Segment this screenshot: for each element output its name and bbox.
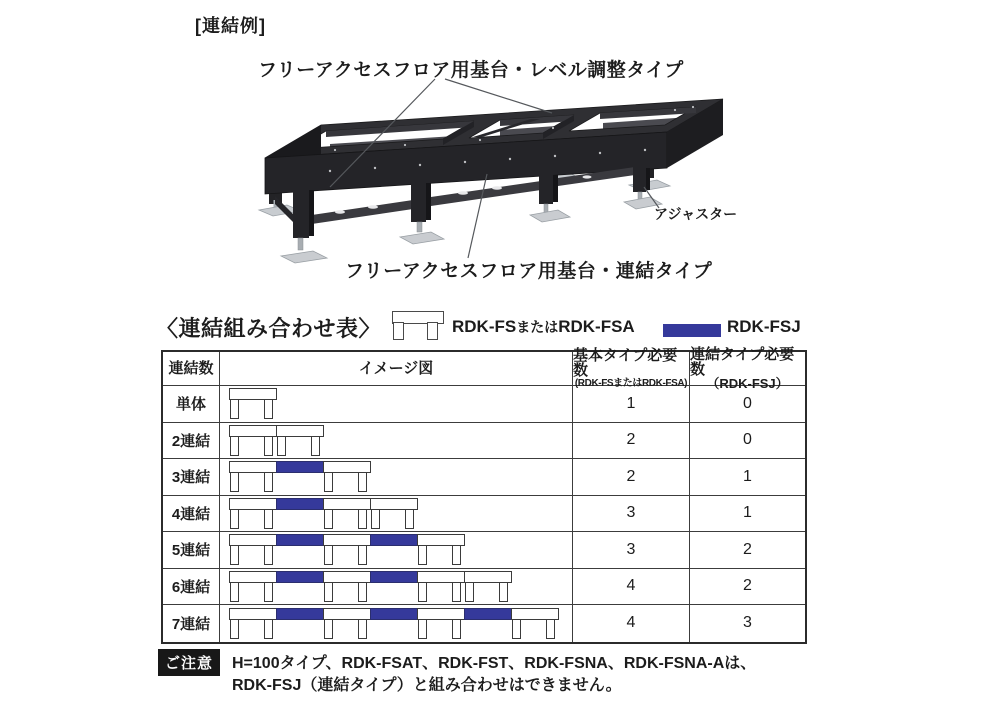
- base-unit: [370, 498, 418, 529]
- adjuster-plate: [530, 210, 570, 222]
- row-base-count: 4: [573, 569, 690, 606]
- row-label: 2連結: [163, 423, 220, 460]
- joint-bar: [276, 608, 324, 620]
- row-pattern: [229, 388, 277, 419]
- base-unit: [323, 571, 371, 602]
- row-label: 7連結: [163, 605, 220, 642]
- row-pattern: [229, 534, 465, 565]
- row-pattern: [229, 461, 371, 492]
- row-base-count: 3: [573, 532, 690, 569]
- joint-bar: [276, 534, 324, 546]
- base-unit: [229, 534, 277, 565]
- base-unit: [323, 534, 371, 565]
- row-image-cell: [220, 459, 573, 496]
- combination-table: [161, 345, 807, 644]
- base-unit: [511, 608, 559, 639]
- example-section-label: [連結例]: [195, 16, 266, 36]
- joint-bar: [370, 608, 418, 620]
- row-label: 6連結: [163, 569, 220, 606]
- row-image-cell: [220, 496, 573, 533]
- row-pattern: [229, 498, 418, 529]
- combination-table-title: 〈連結組み合わせ表〉: [156, 316, 382, 341]
- base-unit: [229, 461, 277, 492]
- front-leg: [281, 188, 327, 263]
- row-pattern: [229, 425, 324, 456]
- row-pattern: [229, 571, 512, 602]
- row-pattern: [229, 608, 559, 639]
- row-label: 3連結: [163, 459, 220, 496]
- base-unit: [417, 608, 465, 639]
- label-level-adjust-type: フリーアクセスフロア用基台・レベル調整タイプ: [258, 60, 684, 81]
- label-adjuster: アジャスター: [654, 206, 738, 222]
- row-joint-count: 1: [690, 459, 805, 496]
- joint-bar: [370, 534, 418, 546]
- front-leg: [400, 181, 444, 244]
- row-base-count: 3: [573, 496, 690, 533]
- row-joint-count: 1: [690, 496, 805, 533]
- legend-base-label: RDK-FSまたはRDK-FSA: [452, 317, 635, 336]
- notice-text-line2: RDK-FSJ（連結タイプ）と組み合わせはできません。: [232, 677, 622, 694]
- col-header-count: 連結数: [163, 352, 220, 386]
- joint-bar: [276, 498, 324, 510]
- joint-bar: [370, 571, 418, 583]
- row-joint-count: 0: [690, 386, 805, 423]
- notice-text-line1: H=100タイプ、RDK-FSAT、RDK-FST、RDK-FSNA、RDK-FSNA-Aは、: [232, 655, 757, 672]
- joint-bar-legend-swatch: [663, 324, 721, 337]
- notice-badge: ご注意: [158, 649, 220, 676]
- base-unit: [464, 571, 512, 602]
- base-unit: [229, 388, 277, 419]
- label-joint-type: フリーアクセスフロア用基台・連結タイプ: [345, 261, 713, 282]
- col-header-image: イメージ図: [220, 352, 573, 386]
- row-base-count: 4: [573, 605, 690, 642]
- row-joint-count: 2: [690, 569, 805, 606]
- joint-bar: [276, 461, 324, 473]
- row-image-cell: [220, 605, 573, 642]
- base-unit: [417, 571, 465, 602]
- joint-bar: [276, 571, 324, 583]
- base-unit: [323, 498, 371, 529]
- base-unit: [417, 534, 465, 565]
- base-unit: [229, 498, 277, 529]
- base-unit-legend-icon: [392, 311, 446, 341]
- row-joint-count: 3: [743, 614, 752, 632]
- row-image-cell: [220, 532, 573, 569]
- row-base-count: 2: [573, 423, 690, 460]
- row-image-cell: [220, 386, 573, 423]
- base-unit: [229, 571, 277, 602]
- adjuster-plate: [281, 251, 327, 263]
- col-header-joint: 連結タイプ必要数 （RDK-FSJ）: [690, 352, 805, 386]
- row-joint-count: 2: [690, 532, 805, 569]
- joint-bar: [464, 608, 512, 620]
- row-image-cell: [220, 423, 573, 460]
- base-unit: [276, 425, 324, 456]
- base-unit: [323, 608, 371, 639]
- col-header-base: 基本タイプ必要数 (RDK-FSまたはRDK-FSA): [573, 352, 690, 386]
- row-image-cell: [220, 569, 573, 606]
- row-joint-count: 0: [690, 423, 805, 460]
- base-unit: [229, 608, 277, 639]
- base-unit: [323, 461, 371, 492]
- legend-joint-label: RDK-FSJ: [727, 317, 801, 336]
- row-base-count: 1: [573, 386, 690, 423]
- row-label: 5連結: [163, 532, 220, 569]
- row-base-count: 2: [573, 459, 690, 496]
- lower-rail: [305, 200, 413, 225]
- row-label: 単体: [163, 386, 220, 423]
- base-unit: [229, 425, 277, 456]
- row-label: 4連結: [163, 496, 220, 533]
- adjuster-plate: [400, 232, 444, 244]
